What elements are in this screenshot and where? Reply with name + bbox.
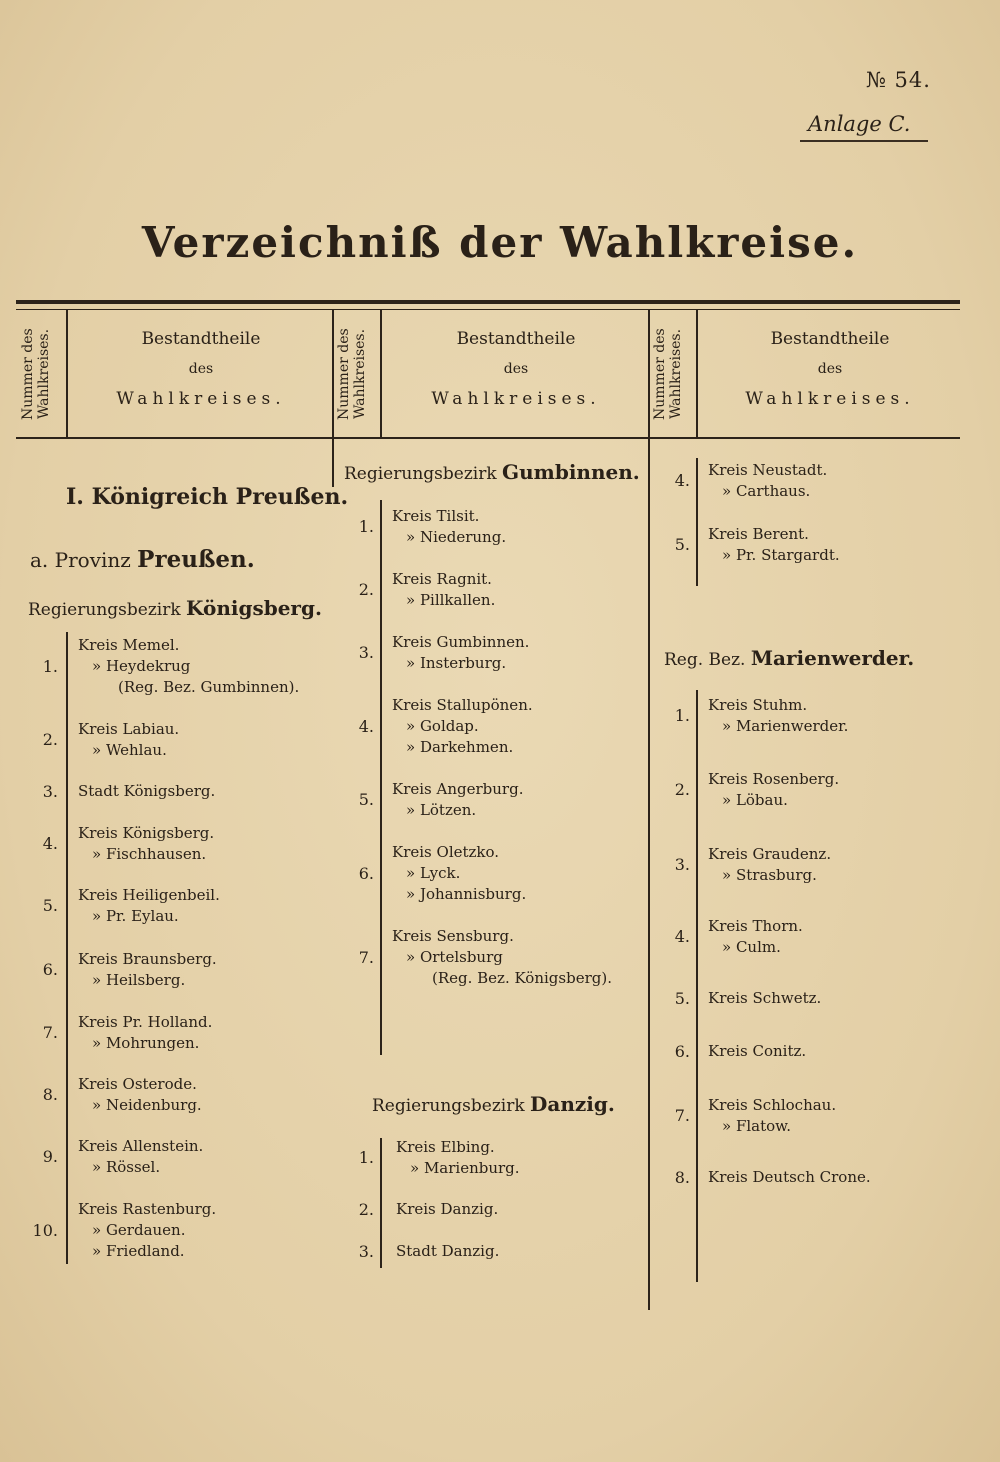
entry-number: 5.: [358, 790, 374, 809]
district-heading-marienwerder: Reg. Bez. Marienwerder.: [664, 646, 915, 670]
entry-number: 6.: [674, 1041, 690, 1061]
constituency-line: Kreis Conitz.: [708, 1042, 807, 1060]
entry-number: 8.: [42, 1085, 58, 1104]
components-header: Bestandtheile des Wahlkreises.: [745, 329, 915, 409]
constituency-line: » Neidenburg.: [92, 1096, 202, 1114]
constituency-line: Kreis Heiligenbeil.: [78, 886, 220, 904]
number-divider: [66, 632, 68, 1264]
constituency-line: » Goldap.: [406, 717, 479, 735]
entry-number: 3.: [42, 781, 58, 801]
page-number: № 54.: [866, 68, 931, 92]
entry-number: 2.: [358, 580, 374, 599]
constituency-line: Stadt Königsberg.: [78, 782, 216, 800]
entry-number: 7.: [674, 1106, 690, 1125]
page-title: Verzeichniß der Wahlkreise.: [141, 218, 859, 267]
header-divider: [332, 310, 334, 437]
constituency-line: Stadt Danzig.: [396, 1242, 500, 1260]
annex-label: Anlage C.: [808, 112, 911, 136]
constituency-line: Kreis Osterode.: [78, 1075, 197, 1093]
district-heading-danzig: Regierungsbezirk Danzig.: [372, 1092, 615, 1116]
constituency-line: Kreis Tilsit.: [392, 507, 480, 525]
entry-number: 4.: [358, 716, 374, 736]
constituency-line: » Löbau.: [722, 791, 788, 809]
entry-number: 4.: [674, 927, 690, 946]
entry-number: 4.: [674, 471, 690, 490]
entry-number: 1.: [674, 706, 690, 725]
constituency-line: Kreis Pr. Holland.: [78, 1013, 213, 1031]
column-divider: [332, 437, 334, 487]
top-rule: [16, 300, 960, 304]
district-heading-koenigsberg: Regierungsbezirk Königsberg.: [28, 596, 322, 620]
entry-number: 6.: [42, 960, 58, 979]
constituency-line: » Lyck.: [406, 864, 461, 882]
top-rule-thin: [16, 309, 960, 310]
constituency-line: Kreis Königsberg.: [78, 824, 215, 842]
number-divider: [380, 500, 382, 1055]
constituency-line: » Gerdauen.: [92, 1221, 186, 1239]
entry-number: 6.: [358, 863, 374, 883]
entry-number: 7.: [358, 947, 374, 967]
constituency-line: Kreis Memel.: [78, 636, 180, 654]
constituency-line: Kreis Braunsberg.: [78, 950, 217, 968]
province-heading: a. Provinz Preußen.: [30, 546, 255, 573]
kingdom-heading: I. Königreich Preußen.: [66, 484, 349, 510]
number-header: Nummer des Wahlkreises.: [652, 328, 684, 420]
constituency-line: » Darkehmen.: [406, 738, 514, 756]
constituency-line: (Reg. Bez. Gumbinnen).: [118, 678, 300, 696]
entry-number: 7.: [42, 1023, 58, 1042]
constituency-line: » Niederung.: [406, 528, 507, 546]
number-divider: [380, 1138, 382, 1268]
entry-number: 5.: [42, 896, 58, 915]
constituency-line: » Johannisburg.: [406, 885, 527, 903]
entry-number: 3.: [358, 1241, 374, 1261]
constituency-line: Kreis Graudenz.: [708, 845, 832, 863]
constituency-line: Kreis Thorn.: [708, 917, 803, 935]
constituency-line: Kreis Oletzko.: [392, 843, 500, 861]
constituency-line: Kreis Schwetz.: [708, 989, 822, 1007]
constituency-line: Kreis Sensburg.: [392, 927, 514, 945]
constituency-line: Kreis Gumbinnen.: [392, 633, 530, 651]
district-heading-gumbinnen: Regierungsbezirk Gumbinnen.: [344, 460, 640, 484]
constituency-line: Kreis Ragnit.: [392, 570, 492, 588]
constituency-line: Kreis Rastenburg.: [78, 1200, 217, 1218]
constituency-line: » Flatow.: [722, 1117, 791, 1135]
constituency-line: » Pr. Eylau.: [92, 907, 179, 925]
constituency-line: Kreis Elbing.: [396, 1138, 495, 1156]
entry-number: 10.: [32, 1220, 58, 1240]
constituency-line: » Heydekrug: [92, 657, 191, 675]
constituency-line: Kreis Berent.: [708, 525, 809, 543]
entry-number: 1.: [358, 517, 374, 536]
number-header: Nummer des Wahlkreises.: [20, 328, 52, 420]
entry-number: 9.: [42, 1147, 58, 1166]
entry-number: 2.: [42, 730, 58, 749]
entry-number: 2.: [674, 780, 690, 799]
entry-number: 8.: [674, 1167, 690, 1187]
constituency-line: » Marienwerder.: [722, 717, 849, 735]
entry-number: 3.: [358, 643, 374, 662]
number-divider: [696, 690, 698, 1282]
header-divider: [380, 310, 382, 437]
constituency-line: » Lötzen.: [406, 801, 477, 819]
entry-number: 3.: [674, 855, 690, 874]
constituency-line: Kreis Danzig.: [396, 1200, 499, 1218]
entry-number: 5.: [674, 535, 690, 554]
constituency-line: » Mohrungen.: [92, 1034, 200, 1052]
number-divider: [696, 458, 698, 586]
entry-number: 4.: [42, 834, 58, 853]
constituency-line: » Carthaus.: [722, 482, 811, 500]
constituency-line: » Pr. Stargardt.: [722, 546, 840, 564]
constituency-line: » Marienburg.: [410, 1159, 520, 1177]
annex-underline: [800, 140, 928, 142]
entry-number: 5.: [674, 988, 690, 1008]
constituency-line: » Culm.: [722, 938, 781, 956]
constituency-line: Kreis Angerburg.: [392, 780, 524, 798]
constituency-line: Kreis Stallupönen.: [392, 696, 533, 714]
constituency-line: » Rössel.: [92, 1158, 161, 1176]
constituency-line: Kreis Labiau.: [78, 720, 180, 738]
constituency-line: Kreis Neustadt.: [708, 461, 828, 479]
constituency-line: Kreis Allenstein.: [78, 1137, 204, 1155]
components-header: Bestandtheile des Wahlkreises.: [116, 329, 286, 409]
constituency-line: » Insterburg.: [406, 654, 507, 672]
constituency-line: Kreis Deutsch Crone.: [708, 1168, 871, 1186]
entry-number: 1.: [358, 1148, 374, 1167]
constituency-line: » Ortelsburg: [406, 948, 503, 966]
constituency-line: (Reg. Bez. Königsberg).: [432, 969, 612, 987]
number-header: Nummer des Wahlkreises.: [336, 328, 368, 420]
components-header: Bestandtheile des Wahlkreises.: [431, 329, 601, 409]
entry-number: 1.: [42, 656, 58, 676]
constituency-line: » Fischhausen.: [92, 845, 207, 863]
entry-number: 2.: [358, 1199, 374, 1219]
column-divider: [648, 310, 650, 1310]
header-divider: [66, 310, 68, 437]
constituency-line: Kreis Rosenberg.: [708, 770, 840, 788]
header-divider: [696, 310, 698, 437]
header-rule: [16, 437, 960, 439]
constituency-line: » Heilsberg.: [92, 971, 186, 989]
constituency-line: Kreis Stuhm.: [708, 696, 808, 714]
constituency-line: » Pillkallen.: [406, 591, 496, 609]
constituency-line: Kreis Schlochau.: [708, 1096, 837, 1114]
constituency-line: » Strasburg.: [722, 866, 817, 884]
constituency-line: » Friedland.: [92, 1242, 185, 1260]
constituency-line: » Wehlau.: [92, 741, 167, 759]
